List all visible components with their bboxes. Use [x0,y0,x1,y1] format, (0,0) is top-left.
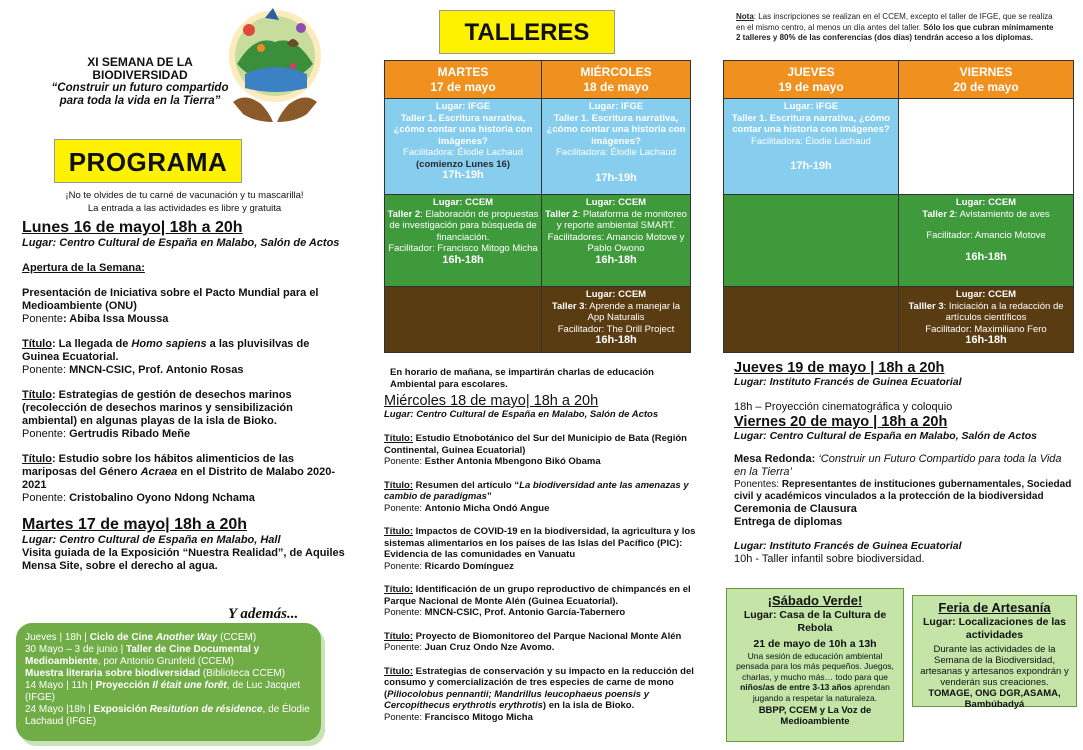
event-title [40,56,240,108]
event-name: XI SEMANA DE LA BIODIVERSIDAD [87,55,193,82]
y-ademas-heading: Y además... [228,606,299,622]
sabado-verde-box [726,588,904,742]
extra-item: Muestra literaria sobre biodiversidad (Biblioteca CCEM) [25,668,286,679]
monday-heading: Lunes 16 de mayo| 18h a 20h [22,219,243,236]
extra-item: 14 Mayo | 11h | Proyección Il était une forêt, de Luc Jacquet (IFGE) [25,680,301,703]
wed-talk-2-speaker: Ponente: Antonio Micha Ondó Angue [384,502,550,514]
wed-talk-6: Título: Estrategias de conservación y su impacto en la reducción del consumo y comercialización de tres especies de carne de mono (Piliocolobus pennantii; Mandrillus leucophaeus poensis y Cercopithecus erythrotis erythrotis) en la isla de Bioko. [384,665,694,711]
extras-box [16,623,321,741]
wed-talk-4: Título: Identificación de un grupo reproductivo de chimpancés en el Parque Nacional de Monte Alén (Guinea Ecuatorial). [384,584,691,607]
thursday-place: Lugar: Instituto Francés de Guinea Ecuatorial [734,376,962,388]
tuesday-place: Lugar: Centro Cultural de España en Malabo, Hall [22,534,281,546]
feria-description: Durante las actividades de la Semana de la Biodiversidad, artesanas y artesanos expondrán y venderán sus creaciones. [920,644,1069,688]
talk-marine-waste: Título: Estrategias de gestión de desechos marinos (recolección de desechos marinos y sensibilización ambiental) en algunas playas de la isla de Bioko. [22,389,293,427]
header-wednesday: MIÉRCOLES 18 de mayo [542,61,691,99]
sabado-organizers: BBPP, CCEM y La Voz de Medioambiente [758,705,872,727]
left-schedule [22,219,348,573]
workshop-empty-thursday-2 [724,287,899,353]
friday-closing: Ceremonia de Clausura [734,503,857,515]
presentation-speaker: Ponente: Abiba Issa Moussa [22,313,169,325]
friday-heading: Viernes 20 de mayo | 18h a 20h [734,414,948,430]
friday-activity-2: 10h - Taller infantil sobre biodiversidad. [734,553,925,565]
talk-marine-waste-speaker: Ponente: Gertrudis Ribado Meñe [22,428,191,440]
workshop-empty-tuesday [385,287,542,353]
programa-banner: PROGRAMA [54,139,242,183]
feria-artesania-box [912,595,1077,710]
wed-talk-1: Título: Estudio Etnobotánico del Sur del Municipio de Bata (Región Continental, Guinea Ecuatorial) [384,433,687,456]
workshop-2-wednesday: Lugar: CCEM Taller 2: Plataforma de monitoreo y reporte ambiental SMART. Facilitadores: Amancio Motove y Pablo Owono 16h-18h [542,195,691,287]
feria-title: Feria de Artesanía [938,600,1051,615]
talk-butterflies: Título: Estudio sobre los hábitos alimenticios de las mariposas del Género Acraea en el Distrito de Malabo 2020-2021 [22,453,336,491]
thursday-heading: Jueves 19 de mayo | 18h a 20h [734,360,945,376]
talleres-banner: TALLERES [439,10,615,54]
workshops-table-thu-fri [723,60,1074,353]
wed-talk-5: Título: Proyecto de Biomonitoreo del Parque Nacional Monte Alén [384,630,682,642]
sabado-date: 21 de mayo de 10h a 13h [753,638,877,650]
feria-place: Lugar: Localizaciones de las actividades [923,616,1066,641]
friday-place: Lugar: Centro Cultural de España en Malabo, Salón de Actos [734,430,1037,442]
talk-homo-sapiens-speaker: Ponente: MNCN-CSIC, Prof. Antonio Rosas [22,364,244,376]
talk-homo-sapiens: Título: La llegada de Homo sapiens a las pluvisilvas de Guinea Ecuatorial. [22,338,310,363]
workshop-2-friday: Lugar: CCEM Taller 2: Avistamiento de aves Facilitador: Amancio Motove 16h-18h [899,195,1074,287]
morning-note: En horario de mañana, se impartirán charlas de educación Ambiental para escolares. [390,367,654,390]
monday-place: Lugar: Centro Cultural de España en Malabo, Salón de Actos [22,237,340,249]
friday-place-2: Lugar: Instituto Francés de Guinea Ecuatorial [734,540,962,552]
reminder-line-1: ¡No te olvides de tu carné de vacunación y tu mascarilla! [65,190,304,201]
feria-organizers: TOMAGE, ONG DGR,ASAMA, Bambúbadyá [928,688,1061,710]
workshop-2-tuesday: Lugar: CCEM Taller 2: Elaboración de propuestas de investigación para búsqueda de financiación. Facilitador: Francisco Mitogo Micha 16h-18h [385,195,542,287]
extra-item: 30 Mayo – 3 de junio | Taller de Cine Documental y Medioambiente, por Antonio Grunfeld (CCEM) [25,644,260,667]
wed-talk-1-speaker: Ponente: Esther Antonia Mbengono Bikó Obama [384,456,601,467]
wed-talk-2: Título: Resumen del artículo “La biodiversidad ante las amenazas y cambio de paradigmas” [384,479,689,502]
workshops-table-tue-wed [384,60,691,353]
wednesday-heading: Miércoles 18 de mayo| 18h a 20h [384,393,599,409]
workshop-ifge-tuesday: Lugar: IFGE Taller 1. Escritura narrativa, ¿cómo contar una historia con imágenes? Facilitadora: Élodie Lachaud (comienzo Lunes 16) 17h-19h [385,99,542,195]
reminder-text [22,190,347,215]
extra-item: Jueves | 18h | Ciclo de Cine Another Way (CCEM) [25,632,257,643]
header-tuesday: MARTES 17 de mayo [385,61,542,99]
tuesday-heading: Martes 17 de mayo| 18h a 20h [22,516,248,533]
wed-talk-5-speaker: Ponente: Juan Cruz Ondo Nze Avomo. [384,642,555,653]
friday-diplomas: Entrega de diplomas [734,516,843,528]
event-slogan-2: para toda la vida en la Tierra” [59,95,221,107]
event-slogan-1: “Construir un futuro compartido [51,82,229,94]
wed-talk-3: Título: Impactos de COVID-19 en la biodiversidad, la agricultura y los sistemas alimentarios en los países de las Islas del Pacífico (PIC): Evidencia de las comunidades en Vanuatu [384,526,696,560]
header-friday: VIERNES 20 de mayo [899,61,1074,99]
workshop-ifge-thursday: Lugar: IFGE Taller 1. Escritura narrativa, ¿cómo contar una historia con imágenes? Facilitadora: Élodie Lachaud 17h-19h [724,99,899,195]
talk-butterflies-speaker: Ponente: Cristobalino Oyono Ndong Nchama [22,492,255,504]
reminder-line-2: La entrada a las actividades es libre y gratuita [87,202,282,214]
header-thursday: JUEVES 19 de mayo [724,61,899,99]
workshop-empty-thursday [724,195,899,287]
workshop-3-friday: Lugar: CCEM Talller 3: Iniciación a la redacción de artículos científicos Facilitador: Maximiliano Fero 16h-18h [899,287,1074,353]
workshop-empty-friday [899,99,1074,195]
sabado-place: Lugar: Casa de la Cultura de Rebola [743,609,887,634]
thursday-activity: 18h – Proyección cinematográfica y coloquio [734,401,953,413]
tuesday-visit: Visita guiada de la Exposición “Nuestra Realidad”, de Aquiles Mensa Site, sobre el derecho al agua. [22,547,345,572]
wednesday-schedule [384,393,702,723]
workshop-3-wednesday: Lugar: CCEM Taller 3: Aprende a manejar la App Naturalis Facilitador: The Drill Project 16h-18h [542,287,691,353]
presentation-title: Presentación de Iniciativa sobre el Pacto Mundial para el Medioambiente (ONU) [22,287,319,312]
friday-round-table: Mesa Redonda: ‘Construir un Futuro Compartido para toda la Vida en la Tierra’ [734,453,1062,478]
friday-speakers: Ponentes: Representantes de instituciones gubernamentales, Sociedad civil y académicos vinculados a la protección de la biodiversidad [734,479,1072,502]
sabado-title: ¡Sábado Verde! [767,593,863,608]
wed-talk-6-speaker: Ponente: Francisco Mitogo Micha [384,711,533,723]
right-schedule [734,360,1074,566]
biodiversity-logo [215,4,335,136]
wednesday-place: Lugar: Centro Cultural de España en Malabo, Salón de Actos [384,409,659,420]
wed-talk-4-speaker: Ponente: MNCN-CSIC, Prof. Antonio García-Tabernero [384,607,626,618]
extra-item: 24 Mayo |18h | Exposición Resitution de résidence, de Élodie Lachaud (IFGE) [25,704,310,727]
wed-talk-3-speaker: Ponente: Ricardo Domínguez [384,560,514,572]
opening-label: Apertura de la Semana: [22,262,145,274]
sabado-description: Una sesión de educación ambiental pensada para los más pequeños. Juegos, charlas, y mucho más… todo para que niños/as de entre 3-13 años aprendan jugando a respetar la naturaleza. [736,650,894,703]
registration-note: Nota: Las inscripciones se realizan en el CCEM, excepto el taller de IFGE, que se realiza en el mismo centro, al menos un día antes del taller. Sólo los que cubran mínimamente 2 talleres y 80% de las conferencias (dos días) tendrán acceso a los diplomas. [736,12,1054,42]
workshop-ifge-wednesday: Lugar: IFGE Taller 1. Escritura narrativa, ¿cómo contar una historia con imágenes? Facilitadora: Élodie Lachaud 17h-19h [542,99,691,195]
